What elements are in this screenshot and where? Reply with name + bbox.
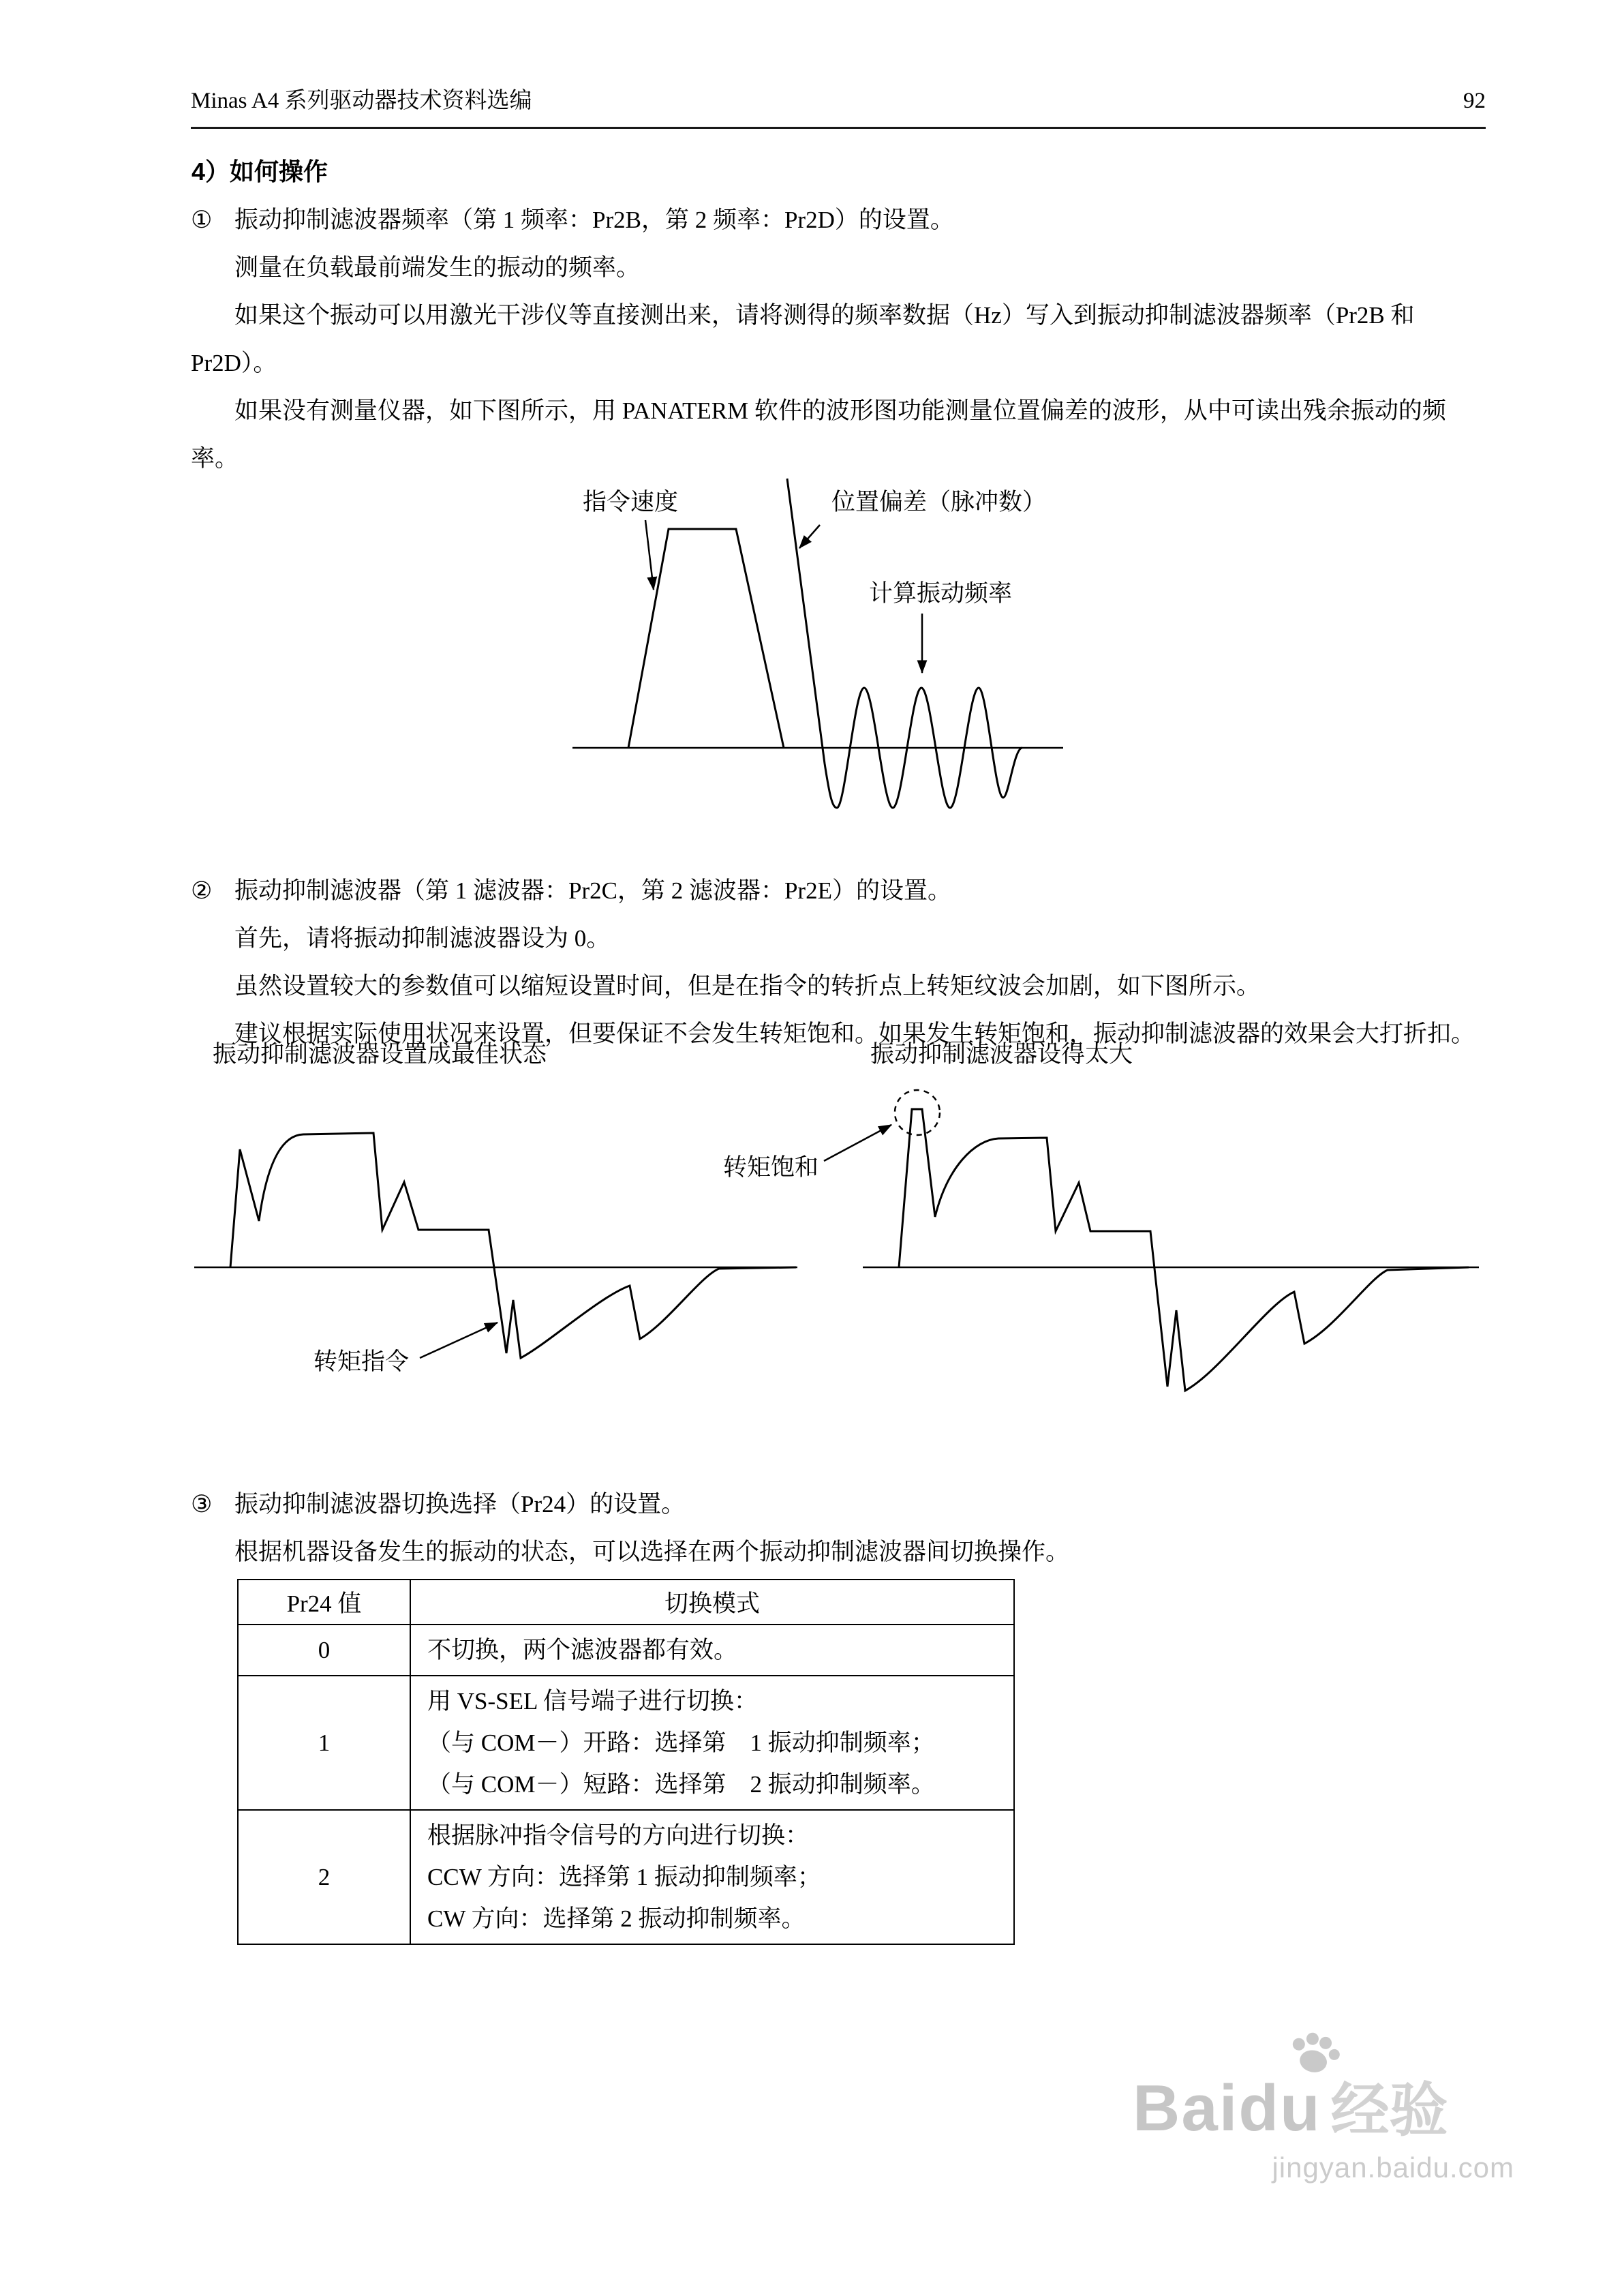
item-2-title: 振动抑制滤波器（第 1 滤波器：Pr2C，第 2 滤波器：Pr2E）的设置。 <box>234 877 951 904</box>
item-1-title: 振动抑制滤波器频率（第 1 频率：Pr2B，第 2 频率：Pr2D）的设置。 <box>234 207 954 233</box>
mode-text-line: 根据脉冲指令信号的方向进行切换： <box>427 1822 810 1849</box>
pr24-value-cell: 0 <box>238 1625 410 1676</box>
mode-text-line: CW 方向：选择第 2 振动抑制频率。 <box>427 1905 806 1932</box>
watermark-brand-latin: Baidu <box>1133 2072 1321 2145</box>
torque-waveform-figure <box>191 1072 1486 1467</box>
mode-text-line: CCW 方向：选择第 1 振动抑制频率； <box>427 1864 821 1890</box>
item-1-text-line: 如果这个振动可以用激光干涉仪等直接测出来，请将测得的频率数据（Hz）写入到振动抑制滤波器频率（Pr2B 和 <box>234 302 1415 329</box>
item-3-text-line: 根据机器设备发生的振动的状态，可以选择在两个振动抑制滤波器间切换操作。 <box>234 1539 1070 1565</box>
table-header-pr24: Pr24 值 <box>238 1580 410 1625</box>
section-title: 4）如何操作 <box>192 157 328 185</box>
item-1-text-line: 测量在负载最前端发生的振动的频率。 <box>234 254 641 281</box>
mode-text-line: （与 COM－）开路：选择第 1 振动抑制频率； <box>427 1729 935 1756</box>
label-torque-command: 转矩指令 <box>313 1348 410 1375</box>
figure2-right-title: 振动抑制滤波器设得太大 <box>870 1041 1133 1068</box>
label-position-deviation: 位置偏差（脉冲数） <box>831 489 1047 515</box>
item-3-title: 振动抑制滤波器切换选择（Pr24）的设置。 <box>234 1491 686 1517</box>
label-torque-saturation: 转矩饱和 <box>723 1154 819 1181</box>
mode-cell <box>410 1676 1014 1810</box>
mode-cell <box>410 1810 1014 1944</box>
watermark-url: jingyan.baidu.com <box>1272 2151 1514 2184</box>
mode-text-line: 用 VS-SEL 信号端子进行切换： <box>427 1688 758 1715</box>
label-command-speed: 指令速度 <box>583 489 679 515</box>
item-1-text-line: 率。 <box>191 445 239 472</box>
saturation-circle <box>895 1090 940 1135</box>
table-row <box>238 1676 1014 1810</box>
header-divider <box>191 127 1486 129</box>
baidu-watermark <box>1133 2037 1514 2184</box>
mode-cell <box>410 1625 1014 1676</box>
mode-text-line: 不切换，两个滤波器都有效。 <box>427 1637 738 1663</box>
item-2 <box>191 867 1499 1058</box>
paw-icon <box>1287 2027 1344 2076</box>
command-speed-waveform <box>628 529 784 748</box>
command-speed-arrow <box>645 520 654 590</box>
table-row <box>238 1625 1014 1676</box>
document-title: Minas A4 系列驱动器技术资料选编 <box>191 89 532 113</box>
item-2-marker: ② <box>191 877 213 904</box>
item-1 <box>191 196 1499 483</box>
item-2-text-line: 首先，请将振动抑制滤波器设为 0。 <box>234 925 611 952</box>
position-deviation-arrow <box>799 525 820 548</box>
torque-saturated-waveform <box>899 1109 1469 1391</box>
pr24-value-cell: 2 <box>238 1810 410 1944</box>
figure2-left-title: 振动抑制滤波器设置成最佳状态 <box>213 1041 547 1068</box>
label-vibration-frequency: 计算振动频率 <box>869 580 1013 607</box>
page-number: 92 <box>1463 89 1486 113</box>
item-2-text-line: 虽然设置较大的参数值可以缩短设置时间，但是在指令的转折点上转矩纹波会加剧，如下图所示。 <box>234 973 1261 999</box>
position-deviation-waveform <box>787 479 1022 808</box>
item-3 <box>191 1481 1499 1576</box>
table-header-row <box>238 1580 1014 1625</box>
mode-text-line: （与 COM－）短路：选择第 2 振动抑制频率。 <box>427 1771 935 1798</box>
table-header-mode: 切换模式 <box>410 1580 1014 1625</box>
torque-saturation-arrow <box>824 1125 891 1161</box>
pr24-value-cell: 1 <box>238 1676 410 1810</box>
item-1-marker: ① <box>191 207 213 233</box>
pr24-table <box>237 1579 1015 1945</box>
item-2-text-line: 建议根据实际使用状况来设置，但要保证不会发生转矩饱和。如果发生转矩饱和，振动抑制滤波器的效果会大打折扣。 <box>234 1021 1475 1047</box>
item-1-text-line: Pr2D）。 <box>191 350 277 376</box>
watermark-brand-cjk: 经验 <box>1330 2078 1448 2143</box>
table-row <box>238 1810 1014 1944</box>
torque-optimal-waveform <box>230 1133 796 1358</box>
item-1-text-line: 如果没有测量仪器，如下图所示，用 PANATERM 软件的波形图功能测量位置偏差的波形，从中可读出残余振动的频 <box>234 397 1446 424</box>
vibration-frequency-figure <box>525 477 1124 849</box>
torque-command-arrow <box>420 1323 498 1358</box>
item-3-marker: ③ <box>191 1491 213 1517</box>
